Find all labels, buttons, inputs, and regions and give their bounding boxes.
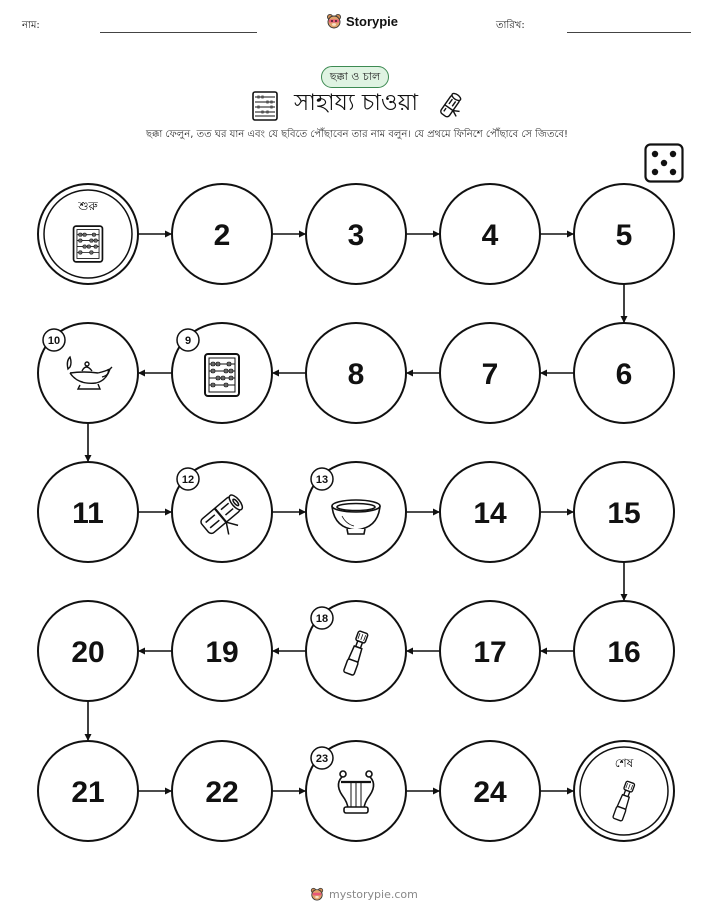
board-cell-14[interactable]: [440, 462, 540, 562]
board-cell-4[interactable]: [440, 184, 540, 284]
footer: [310, 887, 418, 901]
board-cell-19[interactable]: [172, 601, 272, 701]
board-cell-10[interactable]: [38, 323, 138, 423]
cell-number: 22: [205, 776, 239, 809]
board-cell-20[interactable]: [38, 601, 138, 701]
board-cell-25[interactable]: [574, 741, 674, 841]
footer-url[interactable]: mystorypie.com: [329, 887, 418, 901]
cell-number: 21: [71, 776, 105, 809]
board-cell-15[interactable]: [574, 462, 674, 562]
abacus-icon: [205, 354, 239, 396]
board-cell-22[interactable]: [172, 741, 272, 841]
cell-number: 11: [72, 497, 104, 530]
board-cell-17[interactable]: [440, 601, 540, 701]
brand-name: Storypie: [346, 13, 399, 29]
cell-number: 8: [347, 358, 365, 391]
board-cell-24[interactable]: [440, 741, 540, 841]
cell-number: 13: [315, 474, 329, 486]
cell-number: 18: [315, 613, 329, 625]
board-cell-11[interactable]: [38, 462, 138, 562]
board-cell-23[interactable]: [306, 741, 406, 841]
cell-number: 20: [71, 636, 105, 669]
board-cell-13[interactable]: [306, 462, 406, 562]
board-cell-1[interactable]: [38, 184, 138, 284]
cell-number: 2: [213, 219, 231, 252]
cell-number: 19: [205, 636, 239, 669]
cell-number: 24: [473, 776, 507, 809]
cell-number: 16: [607, 636, 641, 669]
page-title: সাহায্য চাওয়া: [294, 90, 419, 116]
board-cell-7[interactable]: [440, 323, 540, 423]
cell-number: 15: [607, 497, 641, 530]
instructions-text: ছক্কা ফেলুন, তত ঘর যান এবং যে ছবিতে পৌঁছাবেন তার নাম বলুন। যে প্রথমে ফিনিশে পৌঁছাবে সে জিতবে!: [145, 129, 569, 140]
cell-number: 17: [473, 636, 507, 669]
cell-number: 14: [473, 497, 507, 530]
cell-number: 9: [184, 335, 192, 347]
date-label: তারিখ:: [496, 20, 525, 31]
start-label: শুরু: [78, 199, 98, 213]
board-cell-2[interactable]: [172, 184, 272, 284]
cell-number: 7: [481, 358, 499, 391]
cell-number: 5: [615, 219, 633, 252]
board-cell-18[interactable]: [306, 601, 406, 701]
name-label: নাম:: [22, 20, 40, 31]
game-type-badge: ছক্কা ও চাল: [321, 66, 389, 88]
board-cell-8[interactable]: [306, 323, 406, 423]
cell-number: 3: [347, 219, 365, 252]
board-cell-21[interactable]: [38, 741, 138, 841]
bear-mascot-icon: [310, 887, 324, 901]
cell-number: 23: [315, 753, 329, 765]
board-cell-16[interactable]: [574, 601, 674, 701]
board-cell-5[interactable]: [574, 184, 674, 284]
abacus-icon: [74, 226, 103, 262]
board-cell-3[interactable]: [306, 184, 406, 284]
cell-number: 10: [47, 335, 61, 347]
cell-number: 6: [615, 358, 633, 391]
board-cell-6[interactable]: [574, 323, 674, 423]
board-cell-9[interactable]: [172, 323, 272, 423]
finish-label: শেষ: [614, 756, 634, 770]
cell-number: 4: [481, 219, 499, 252]
cell-number: 12: [181, 474, 195, 486]
board-cell-12[interactable]: [172, 462, 272, 562]
